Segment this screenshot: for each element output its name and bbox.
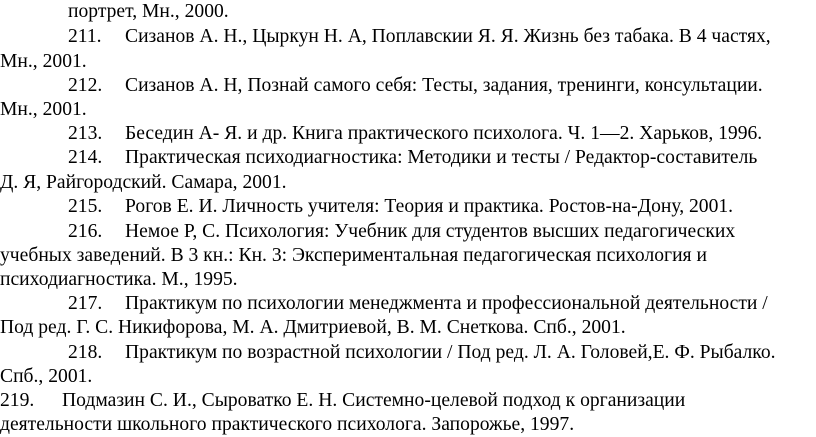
entry-211-line-2 bbox=[0, 50, 816, 74]
entry-215-line-1 bbox=[0, 195, 816, 219]
entry-218-line-1 bbox=[0, 341, 816, 365]
entry-text: портрет, Мн., 2000. bbox=[68, 1, 229, 22]
entry-text: Беседин А- Я. и др. Книга практического психолога. Ч. 1—2. Харьков, 1996. bbox=[125, 123, 763, 144]
entry-text: Подмазин С. И., Сыроватко Е. Н. Системно-целевой подход к организации bbox=[62, 390, 686, 411]
entry-219-line-1 bbox=[0, 389, 816, 413]
entry-number: 214. bbox=[68, 147, 103, 168]
entry-214-line-2 bbox=[0, 171, 816, 195]
entry-number: 211. bbox=[68, 26, 102, 47]
entry-text: Практическая психодиагностика: Методики и тесты / Редактор-составитель bbox=[125, 147, 758, 168]
entry-213-line-1 bbox=[0, 122, 816, 146]
entry-text: Мн., 2001. bbox=[0, 51, 87, 72]
entry-219-line-2 bbox=[0, 413, 816, 437]
entry-number: 212. bbox=[68, 75, 103, 96]
entry-text: Мн., 2001. bbox=[0, 99, 87, 120]
entry-text: Д. Я, Райгородский. Самара, 2001. bbox=[0, 172, 287, 193]
entry-217-line-1 bbox=[0, 292, 816, 316]
entry-text: Практикум по возрастной психологии / Под ред. Л. А. Головей,Е. Ф. Рыбалко. bbox=[125, 342, 776, 363]
entry-text: Спб., 2001. bbox=[0, 366, 93, 387]
entry-number: 217. bbox=[68, 293, 103, 314]
entry-text: психодиагностика. М., 1995. bbox=[0, 269, 238, 290]
entry-text: Немое Р, С. Психология: Учебник для студентов высших педагогических bbox=[125, 221, 736, 242]
entry-217-line-2 bbox=[0, 316, 816, 340]
entry-212-line-1 bbox=[0, 74, 816, 98]
entry-210-continuation bbox=[0, 0, 816, 24]
entry-number: 215. bbox=[68, 196, 103, 217]
entry-number: 219. bbox=[0, 390, 35, 411]
entry-text: Практикум по психологии менеджмента и профессиональной деятельности / bbox=[125, 293, 768, 314]
entry-218-line-2 bbox=[0, 365, 816, 389]
entry-text: Сизанов А. Н., Цыркун Н. А, Поплавскии Я. Я. Жизнь без табака. В 4 частях, bbox=[125, 26, 771, 47]
entry-text: деятельности школьного практического психолога. Запорожье, 1997. bbox=[0, 414, 575, 435]
entry-number: 218. bbox=[68, 342, 103, 363]
entry-text: Под ред. Г. С. Никифорова, М. А. Дмитриевой, В. М. Снеткова. Спб., 2001. bbox=[0, 317, 626, 338]
entry-216-line-3 bbox=[0, 268, 816, 292]
entry-text: Рогов Е. И. Личность учителя: Теория и практика. Ростов-на-Дону, 2001. bbox=[125, 196, 734, 217]
entry-216-line-1 bbox=[0, 220, 816, 244]
entry-211-line-1 bbox=[0, 25, 816, 49]
entry-212-line-2 bbox=[0, 98, 816, 122]
entry-number: 216. bbox=[68, 221, 103, 242]
entry-text: учебных заведений. В 3 кн.: Кн. 3: Экспериментальная педагогическая психология и bbox=[0, 245, 707, 266]
entry-number: 213. bbox=[68, 123, 103, 144]
entry-214-line-1 bbox=[0, 146, 816, 170]
entry-text: Сизанов А. Н, Познай самого себя: Тесты, задания, тренинги, консультации. bbox=[125, 75, 763, 96]
entry-216-line-2 bbox=[0, 244, 816, 268]
